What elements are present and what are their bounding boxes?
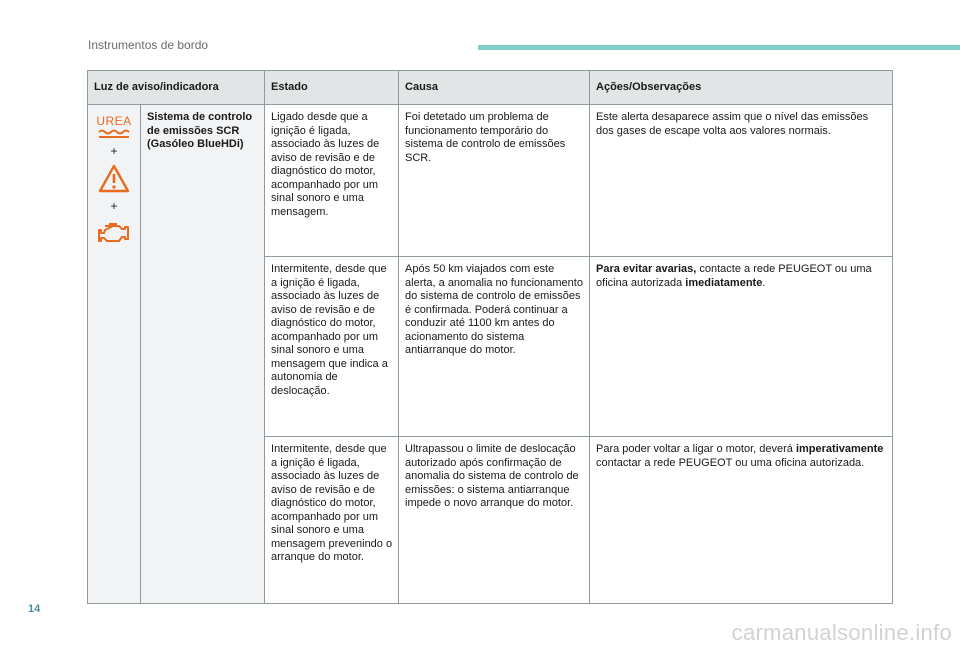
- column-header-state: Estado: [265, 71, 399, 105]
- system-name-cell: Sistema de controlo de emissões SCR (Gasóleo BlueHDi): [141, 105, 265, 604]
- warning-triangle-icon: [98, 164, 130, 194]
- page-number: 14: [28, 603, 41, 615]
- urea-label: UREA: [96, 114, 132, 128]
- engine-check-icon: [97, 220, 131, 244]
- actions-text: contacte a rede PEUGEOT ou uma oficina autorizada: [596, 263, 872, 289]
- actions-text-end: .: [762, 276, 766, 289]
- plus-sign: +: [110, 199, 118, 213]
- state-cell: Intermitente, desde que a ignição é ligada, associado às luzes de aviso de revisão e de diagnóstico do motor, acompanhado por um sinal sonoro e uma mensagem prevenindo o arranque do motor.: [265, 437, 399, 604]
- actions-cell: [590, 437, 893, 604]
- plus-sign: +: [110, 143, 118, 158]
- warning-icons-cell: [88, 105, 141, 604]
- cause-cell: Foi detetado um problema de funcionamento temporário do sistema de controlo de emissões SCR.: [399, 105, 590, 257]
- column-header-cause: Causa: [399, 71, 590, 105]
- warning-lights-table: [87, 70, 893, 604]
- watermark-text: carmanualsonline.info: [731, 620, 952, 645]
- actions-text-start: Para poder voltar a ligar o motor, deverá: [596, 443, 796, 455]
- table-header-row: [88, 71, 893, 105]
- actions-bold-emphasis: imediatamente: [685, 276, 763, 289]
- column-header-warning-light: Luz de aviso/indicadora: [88, 71, 265, 105]
- table-row: [88, 105, 893, 257]
- state-cell: Intermitente, desde que a ignição é ligada, associado às luzes de aviso de revisão e de diagnóstico do motor, acompanhado por um sinal sonoro e uma mensagem que indica a autonomia de deslocação.: [265, 257, 399, 437]
- urea-warning-icon: [90, 115, 138, 139]
- column-header-actions: Ações/Observações: [590, 71, 893, 105]
- actions-bold-emphasis: imperativamente: [795, 443, 884, 455]
- actions-text: Este alerta desaparece assim que o nível das emissões dos gases de escape volta aos valores normais.: [596, 111, 869, 137]
- cause-cell: Após 50 km viajados com este alerta, a anomalia no funcionamento do sistema de controlo de emissões é confirmada. Poderá continuar a conduzir até 1100 km antes do acionamento do sistema antiarranque do motor.: [399, 257, 590, 437]
- header-accent-bar: [478, 45, 960, 50]
- actions-bold-lead: Para evitar avarias,: [596, 263, 697, 275]
- page-header-title: Instrumentos de bordo: [88, 38, 209, 52]
- urea-wave-icon: [97, 129, 131, 139]
- actions-cell: [590, 257, 893, 437]
- cause-cell: Ultrapassou o limite de deslocação autorizado após confirmação de anomalia do sistema de controlo de emissões: o sistema antiarranque impede o novo arranque do motor.: [399, 437, 590, 604]
- state-cell: Ligado desde que a ignição é ligada, associado às luzes de aviso de revisão e de diagnóstico do motor, acompanhado por um sinal sonoro e uma mensagem.: [265, 105, 399, 257]
- actions-cell: [590, 105, 893, 257]
- actions-text: contactar a rede PEUGEOT ou uma oficina autorizada.: [596, 456, 865, 469]
